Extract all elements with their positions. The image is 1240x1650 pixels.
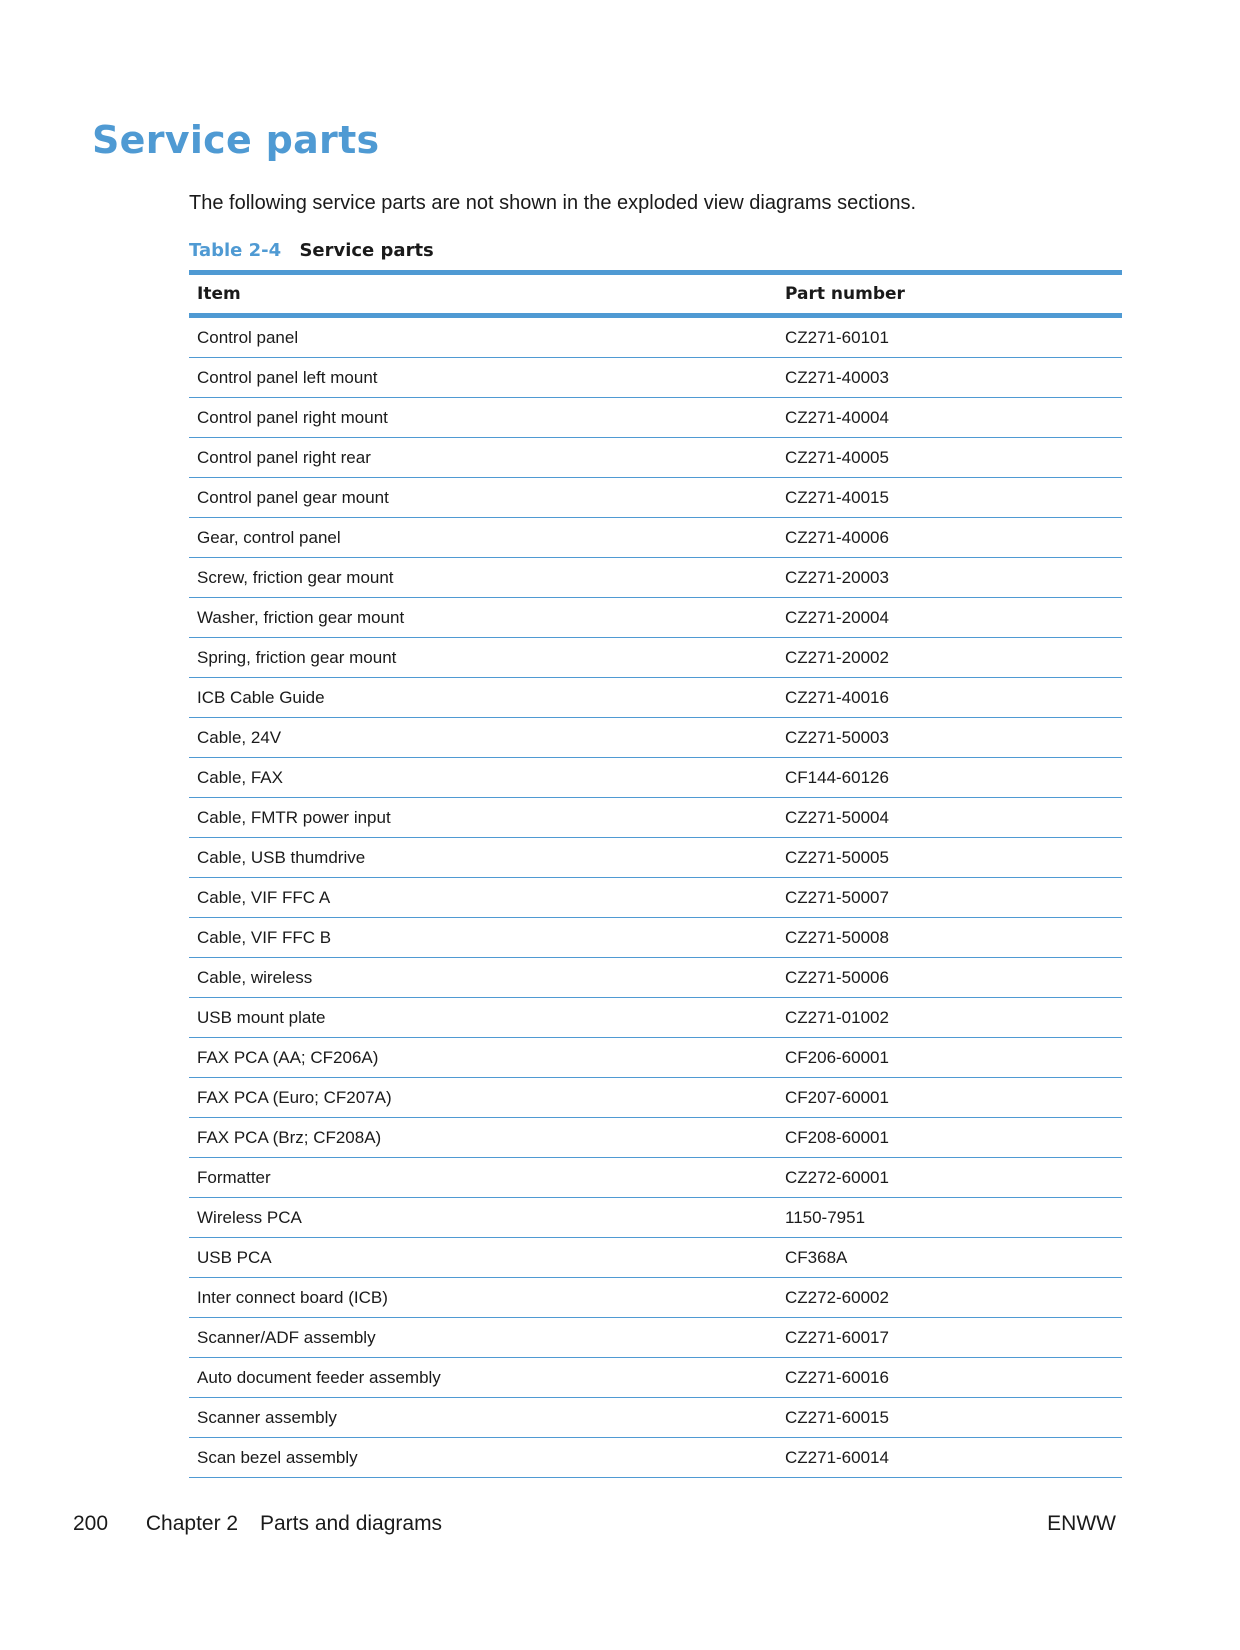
page-footer-right: ENWW xyxy=(1047,1512,1116,1535)
item-cell: Control panel left mount xyxy=(189,358,777,398)
part-number-cell: CZ271-50007 xyxy=(777,878,1122,918)
part-number-cell: CZ272-60002 xyxy=(777,1278,1122,1318)
part-number-cell: CZ271-50008 xyxy=(777,918,1122,958)
chapter-label: Chapter 2 xyxy=(145,1512,239,1535)
table-row xyxy=(189,1038,1122,1078)
part-number-cell: CZ271-60017 xyxy=(777,1318,1122,1358)
table-row xyxy=(189,1398,1122,1438)
intro-paragraph: The following service parts are not shown in the exploded view diagrams sections. xyxy=(189,192,917,214)
part-number-cell: CF207-60001 xyxy=(777,1078,1122,1118)
table-row xyxy=(189,1278,1122,1318)
table-row xyxy=(189,878,1122,918)
item-cell: Spring, friction gear mount xyxy=(189,638,777,678)
table-row xyxy=(189,1438,1122,1478)
item-cell: USB PCA xyxy=(189,1238,777,1278)
item-cell: Control panel gear mount xyxy=(189,478,777,518)
part-number-cell: CZ271-01002 xyxy=(777,998,1122,1038)
table-row xyxy=(189,316,1122,358)
table-row xyxy=(189,718,1122,758)
table-row xyxy=(189,1358,1122,1398)
item-cell: Control panel right rear xyxy=(189,438,777,478)
section-label: Parts and diagrams xyxy=(259,1512,443,1535)
part-number-cell: CF144-60126 xyxy=(777,758,1122,798)
part-number-cell: CZ271-20003 xyxy=(777,558,1122,598)
page-number: 200 xyxy=(73,1512,109,1535)
item-cell: Cable, FMTR power input xyxy=(189,798,777,838)
table-row xyxy=(189,1318,1122,1358)
part-number-cell: CZ271-20004 xyxy=(777,598,1122,638)
table-header-row xyxy=(189,273,1122,316)
item-cell: FAX PCA (AA; CF206A) xyxy=(189,1038,777,1078)
part-number-cell: CZ271-60016 xyxy=(777,1358,1122,1398)
table-row xyxy=(189,1158,1122,1198)
item-cell: Auto document feeder assembly xyxy=(189,1358,777,1398)
item-cell: Cable, VIF FFC A xyxy=(189,878,777,918)
item-cell: Control panel xyxy=(189,316,777,358)
item-cell: Cable, wireless xyxy=(189,958,777,998)
item-cell: Inter connect board (ICB) xyxy=(189,1278,777,1318)
table-caption-number: Table 2-4 xyxy=(189,240,282,261)
item-cell: USB mount plate xyxy=(189,998,777,1038)
part-number-cell: CZ271-40016 xyxy=(777,678,1122,718)
table-row xyxy=(189,598,1122,638)
table-row xyxy=(189,1238,1122,1278)
item-cell: Cable, FAX xyxy=(189,758,777,798)
item-cell: Scan bezel assembly xyxy=(197,1447,358,1467)
table-row xyxy=(189,958,1122,998)
item-cell: FAX PCA (Brz; CF208A) xyxy=(189,1118,777,1158)
table-row xyxy=(189,358,1122,398)
table-row xyxy=(189,998,1122,1038)
item-cell: Scanner/ADF assembly xyxy=(189,1318,777,1358)
table-caption-title: Service parts xyxy=(299,240,434,261)
table-row xyxy=(189,838,1122,878)
part-number-cell: CZ271-20002 xyxy=(777,638,1122,678)
table-row xyxy=(189,398,1122,438)
item-cell: Screw, friction gear mount xyxy=(189,558,777,598)
part-number-cell: CZ271-40004 xyxy=(777,398,1122,438)
page-footer-left xyxy=(73,1512,442,1536)
part-number-cell: CZ272-60001 xyxy=(777,1158,1122,1198)
part-number-cell: CZ271-60014 xyxy=(785,1447,889,1467)
part-number-cell: CZ271-60101 xyxy=(777,316,1122,358)
item-cell: Wireless PCA xyxy=(189,1198,777,1238)
table-row xyxy=(189,1198,1122,1238)
table-caption xyxy=(189,240,434,261)
part-number-cell: CZ271-50005 xyxy=(777,838,1122,878)
item-cell: ICB Cable Guide xyxy=(189,678,777,718)
part-number-cell: CF368A xyxy=(777,1238,1122,1278)
item-cell: Cable, 24V xyxy=(189,718,777,758)
part-number-cell: CZ271-60015 xyxy=(777,1398,1122,1438)
service-parts-table xyxy=(189,270,1122,1478)
column-header-part-number: Part number xyxy=(777,273,1122,316)
page-title: Service parts xyxy=(92,118,380,162)
part-number-cell: CZ271-50006 xyxy=(777,958,1122,998)
table-row xyxy=(189,558,1122,598)
table-row xyxy=(189,478,1122,518)
table-row xyxy=(189,758,1122,798)
part-number-cell: CZ271-40015 xyxy=(777,478,1122,518)
table-row xyxy=(189,678,1122,718)
item-cell: Gear, control panel xyxy=(189,518,777,558)
part-number-cell: CZ271-40005 xyxy=(777,438,1122,478)
table-row xyxy=(189,798,1122,838)
part-number-cell: CZ271-50004 xyxy=(777,798,1122,838)
item-cell: FAX PCA (Euro; CF207A) xyxy=(189,1078,777,1118)
table-row xyxy=(189,918,1122,958)
item-cell: Cable, VIF FFC B xyxy=(189,918,777,958)
part-number-cell: CZ271-40003 xyxy=(777,358,1122,398)
item-cell: Washer, friction gear mount xyxy=(189,598,777,638)
item-cell: Cable, USB thumdrive xyxy=(189,838,777,878)
item-cell: Formatter xyxy=(189,1158,777,1198)
part-number-cell: 1150-7951 xyxy=(777,1198,1122,1238)
part-number-cell: CF206-60001 xyxy=(777,1038,1122,1078)
part-number-cell: CZ271-50003 xyxy=(777,718,1122,758)
column-header-item: Item xyxy=(189,273,777,316)
part-number-cell: CF208-60001 xyxy=(777,1118,1122,1158)
table-row xyxy=(189,1078,1122,1118)
table-row xyxy=(189,638,1122,678)
part-number-cell: CZ271-40006 xyxy=(777,518,1122,558)
table-row xyxy=(189,1118,1122,1158)
table-row xyxy=(189,438,1122,478)
table-body xyxy=(189,316,1122,1478)
item-cell: Control panel right mount xyxy=(189,398,777,438)
item-cell: Scanner assembly xyxy=(189,1398,777,1438)
table-row xyxy=(189,518,1122,558)
